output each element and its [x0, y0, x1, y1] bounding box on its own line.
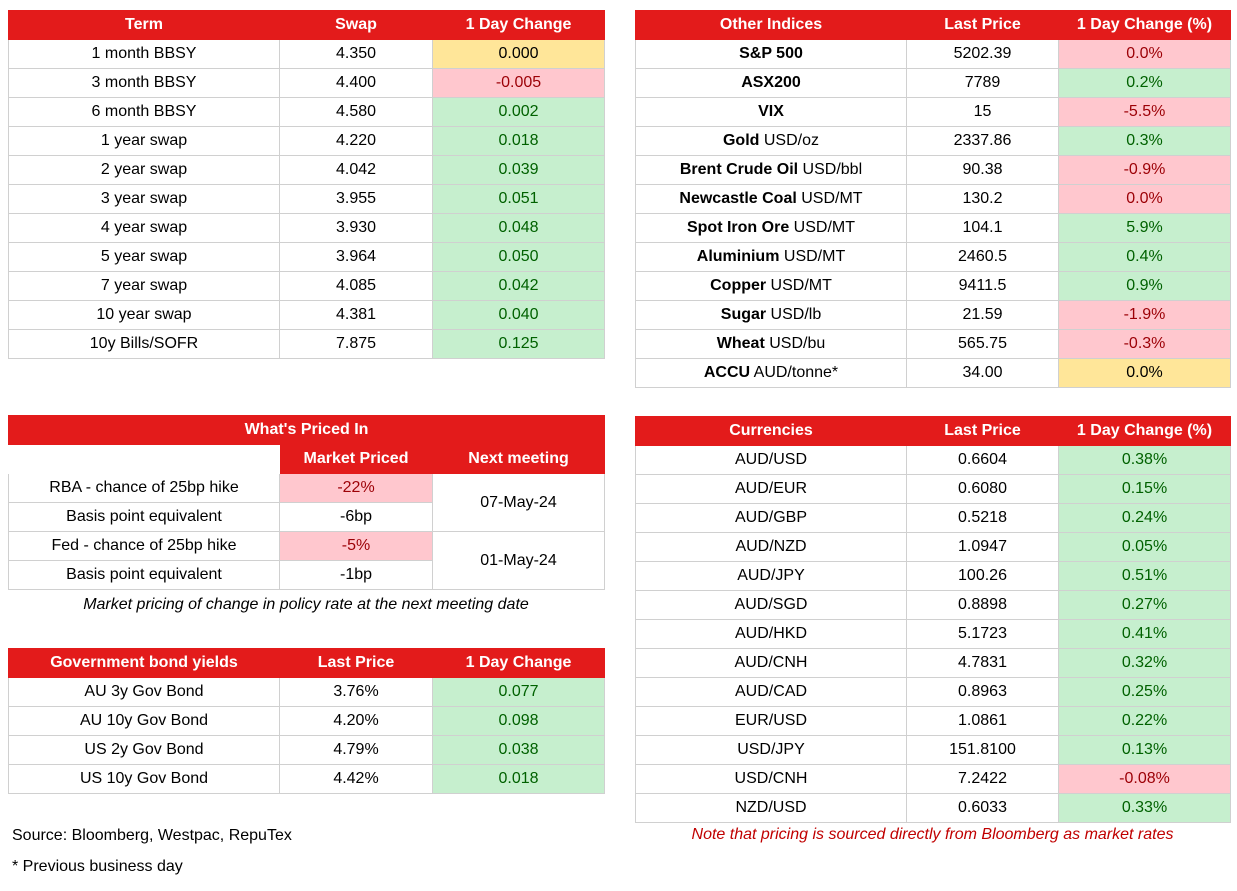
index-price: 90.38	[907, 156, 1059, 185]
index-name	[636, 272, 907, 301]
index-name-bold: Copper	[710, 277, 767, 294]
priced-in-blank	[9, 445, 280, 474]
table-row	[636, 678, 1231, 707]
currency-price: 0.5218	[907, 504, 1059, 533]
swap-term: 4 year swap	[9, 214, 280, 243]
swap-value: 4.580	[280, 98, 433, 127]
index-change: 0.0%	[1059, 185, 1231, 214]
currency-change: 0.05%	[1059, 533, 1231, 562]
currency-price: 5.1723	[907, 620, 1059, 649]
table-row	[636, 736, 1231, 765]
index-unit: USD/MT	[779, 248, 846, 265]
swap-term: 6 month BBSY	[9, 98, 280, 127]
currency-pair: AUD/USD	[636, 446, 907, 475]
bond-price: 4.79%	[280, 736, 433, 765]
table-row	[636, 156, 1231, 185]
swap-change: -0.005	[433, 69, 605, 98]
currency-pair: AUD/CAD	[636, 678, 907, 707]
index-name	[636, 359, 907, 388]
bonds-header-price: Last Price	[280, 649, 433, 678]
indices-header-name: Other Indices	[636, 11, 907, 40]
rba-bp-value: -6bp	[280, 503, 433, 532]
fed-label: Fed - chance of 25bp hike	[9, 532, 280, 561]
currency-price: 1.0861	[907, 707, 1059, 736]
swap-change: 0.051	[433, 185, 605, 214]
indices-header-price: Last Price	[907, 11, 1059, 40]
bond-name: US 2y Gov Bond	[9, 736, 280, 765]
currency-change: 0.33%	[1059, 794, 1231, 823]
table-row	[636, 620, 1231, 649]
swap-change: 0.002	[433, 98, 605, 127]
swap-value: 4.220	[280, 127, 433, 156]
currency-pair: USD/JPY	[636, 736, 907, 765]
index-name-bold: VIX	[758, 103, 784, 120]
bonds-header-change: 1 Day Change	[433, 649, 605, 678]
index-change: 5.9%	[1059, 214, 1231, 243]
index-price: 34.00	[907, 359, 1059, 388]
swap-change: 0.000	[433, 40, 605, 69]
index-name	[636, 243, 907, 272]
currency-pair: AUD/JPY	[636, 562, 907, 591]
currencies-header-price: Last Price	[907, 417, 1059, 446]
currency-price: 4.7831	[907, 649, 1059, 678]
bonds-header-name: Government bond yields	[9, 649, 280, 678]
index-change: 0.0%	[1059, 40, 1231, 69]
swap-term: 1 month BBSY	[9, 40, 280, 69]
indices-table	[635, 10, 1231, 388]
currency-price: 7.2422	[907, 765, 1059, 794]
bond-name: US 10y Gov Bond	[9, 765, 280, 794]
swap-change: 0.050	[433, 243, 605, 272]
swap-change: 0.042	[433, 272, 605, 301]
index-price: 5202.39	[907, 40, 1059, 69]
table-row	[636, 243, 1231, 272]
currencies-header-pair: Currencies	[636, 417, 907, 446]
currency-change: -0.08%	[1059, 765, 1231, 794]
source-note: Source: Bloomberg, Westpac, RepuTex	[12, 827, 292, 844]
swap-value: 3.964	[280, 243, 433, 272]
swap-term: 7 year swap	[9, 272, 280, 301]
bond-price: 3.76%	[280, 678, 433, 707]
table-row	[636, 214, 1231, 243]
swap-term: 3 month BBSY	[9, 69, 280, 98]
table-row	[9, 69, 605, 98]
table-row	[636, 185, 1231, 214]
index-unit: USD/MT	[796, 190, 863, 207]
table-row	[636, 707, 1231, 736]
table-row	[9, 272, 605, 301]
table-row	[636, 794, 1231, 823]
currency-price: 0.6033	[907, 794, 1059, 823]
indices-header-change: 1 Day Change (%)	[1059, 11, 1231, 40]
index-name-bold: Wheat	[716, 335, 765, 352]
currency-price: 151.8100	[907, 736, 1059, 765]
index-name-bold: S&P 500	[739, 45, 803, 62]
currency-change: 0.25%	[1059, 678, 1231, 707]
index-price: 130.2	[907, 185, 1059, 214]
index-change: 0.2%	[1059, 69, 1231, 98]
priced-header-market: Market Priced	[280, 445, 433, 474]
index-price: 2337.86	[907, 127, 1059, 156]
currency-change: 0.22%	[1059, 707, 1231, 736]
table-row	[9, 301, 605, 330]
fed-value: -5%	[280, 532, 433, 561]
fed-bp-label: Basis point equivalent	[9, 561, 280, 590]
table-row	[636, 533, 1231, 562]
index-unit: USD/oz	[759, 132, 819, 149]
priced-in-caption: Market pricing of change in policy rate at the next meeting date	[83, 596, 529, 613]
swap-value: 7.875	[280, 330, 433, 359]
index-name	[636, 98, 907, 127]
swap-term: 10y Bills/SOFR	[9, 330, 280, 359]
table-row	[636, 330, 1231, 359]
index-price: 565.75	[907, 330, 1059, 359]
index-name-bold: ASX200	[741, 74, 801, 91]
swap-change: 0.039	[433, 156, 605, 185]
table-row	[636, 301, 1231, 330]
index-unit: USD/MT	[789, 219, 855, 236]
currency-price: 0.6080	[907, 475, 1059, 504]
index-price: 9411.5	[907, 272, 1059, 301]
index-name-bold: Sugar	[720, 306, 767, 323]
swap-term: 3 year swap	[9, 185, 280, 214]
swap-table	[8, 10, 605, 359]
bond-name: AU 3y Gov Bond	[9, 678, 280, 707]
currency-change: 0.13%	[1059, 736, 1231, 765]
swap-value: 3.930	[280, 214, 433, 243]
currency-change: 0.51%	[1059, 562, 1231, 591]
table-row	[9, 765, 605, 794]
index-change: -0.3%	[1059, 330, 1231, 359]
index-unit: USD/bbl	[798, 161, 863, 178]
table-row	[9, 40, 605, 69]
index-change: 0.3%	[1059, 127, 1231, 156]
index-unit: USD/lb	[766, 306, 822, 323]
swap-header-term: Term	[9, 11, 280, 40]
bond-change: 0.098	[433, 707, 605, 736]
bonds-table	[8, 648, 605, 794]
table-row	[9, 185, 605, 214]
index-price: 2460.5	[907, 243, 1059, 272]
swap-term: 10 year swap	[9, 301, 280, 330]
swap-change: 0.048	[433, 214, 605, 243]
table-row	[9, 330, 605, 359]
table-row	[636, 446, 1231, 475]
index-name-bold: Spot Iron Ore	[686, 219, 790, 236]
table-row	[9, 707, 605, 736]
index-name	[636, 330, 907, 359]
swap-value: 4.085	[280, 272, 433, 301]
swap-header-change: 1 Day Change	[433, 11, 605, 40]
currency-pair: AUD/CNH	[636, 649, 907, 678]
currency-pair: AUD/HKD	[636, 620, 907, 649]
index-unit: USD/bu	[764, 335, 826, 352]
index-unit: USD/MT	[766, 277, 832, 294]
swap-term: 5 year swap	[9, 243, 280, 272]
table-row	[9, 127, 605, 156]
rba-date: 07-May-24	[433, 474, 605, 532]
currencies-header-change: 1 Day Change (%)	[1059, 417, 1231, 446]
table-row	[9, 214, 605, 243]
priced-in-title: What's Priced In	[9, 416, 605, 445]
table-row	[9, 736, 605, 765]
table-row	[636, 649, 1231, 678]
index-name	[636, 40, 907, 69]
bond-change: 0.077	[433, 678, 605, 707]
currency-pair: AUD/SGD	[636, 591, 907, 620]
currency-change: 0.32%	[1059, 649, 1231, 678]
swap-value: 4.042	[280, 156, 433, 185]
table-row	[9, 243, 605, 272]
currency-price: 1.0947	[907, 533, 1059, 562]
rba-bp-label: Basis point equivalent	[9, 503, 280, 532]
table-row	[636, 504, 1231, 533]
swap-value: 4.381	[280, 301, 433, 330]
table-row	[636, 591, 1231, 620]
currency-pair: AUD/NZD	[636, 533, 907, 562]
table-row	[636, 98, 1231, 127]
index-change: -5.5%	[1059, 98, 1231, 127]
priced-in-table	[8, 415, 605, 590]
previous-day-note: * Previous business day	[12, 858, 183, 875]
pricing-note: Note that pricing is sourced directly from Bloomberg as market rates	[691, 826, 1174, 843]
table-row	[636, 562, 1231, 591]
rba-value: -22%	[280, 474, 433, 503]
table-row	[636, 272, 1231, 301]
currencies-table	[635, 416, 1231, 823]
swap-value: 4.400	[280, 69, 433, 98]
currency-change: 0.24%	[1059, 504, 1231, 533]
currency-change: 0.15%	[1059, 475, 1231, 504]
bond-change: 0.018	[433, 765, 605, 794]
priced-header-next: Next meeting	[433, 445, 605, 474]
swap-change: 0.040	[433, 301, 605, 330]
currency-change: 0.41%	[1059, 620, 1231, 649]
fed-bp-value: -1bp	[280, 561, 433, 590]
currency-pair: NZD/USD	[636, 794, 907, 823]
index-name-bold: Aluminium	[696, 248, 780, 265]
table-row	[636, 127, 1231, 156]
index-name-bold: ACCU	[703, 364, 751, 381]
index-name	[636, 301, 907, 330]
swap-header-swap: Swap	[280, 11, 433, 40]
currency-pair: USD/CNH	[636, 765, 907, 794]
currency-price: 0.6604	[907, 446, 1059, 475]
index-change: -1.9%	[1059, 301, 1231, 330]
currency-change: 0.38%	[1059, 446, 1231, 475]
swap-change: 0.018	[433, 127, 605, 156]
index-name	[636, 156, 907, 185]
table-row	[636, 359, 1231, 388]
currency-price: 100.26	[907, 562, 1059, 591]
index-name	[636, 214, 907, 243]
index-name	[636, 127, 907, 156]
table-row	[9, 156, 605, 185]
swap-term: 2 year swap	[9, 156, 280, 185]
index-name-bold: Gold	[722, 132, 760, 149]
index-change: 0.9%	[1059, 272, 1231, 301]
index-change: -0.9%	[1059, 156, 1231, 185]
swap-value: 3.955	[280, 185, 433, 214]
swap-change: 0.125	[433, 330, 605, 359]
bond-name: AU 10y Gov Bond	[9, 707, 280, 736]
index-price: 7789	[907, 69, 1059, 98]
table-row	[636, 765, 1231, 794]
swap-term: 1 year swap	[9, 127, 280, 156]
index-price: 104.1	[907, 214, 1059, 243]
currency-change: 0.27%	[1059, 591, 1231, 620]
swap-value: 4.350	[280, 40, 433, 69]
currency-pair: AUD/EUR	[636, 475, 907, 504]
index-unit: AUD/tonne*	[750, 364, 839, 381]
index-change: 0.4%	[1059, 243, 1231, 272]
currency-pair: EUR/USD	[636, 707, 907, 736]
rba-label: RBA - chance of 25bp hike	[9, 474, 280, 503]
index-name	[636, 69, 907, 98]
bond-price: 4.20%	[280, 707, 433, 736]
table-row	[9, 98, 605, 127]
table-row	[636, 40, 1231, 69]
index-change: 0.0%	[1059, 359, 1231, 388]
bond-price: 4.42%	[280, 765, 433, 794]
index-name-bold: Brent Crude Oil	[679, 161, 799, 178]
fed-date: 01-May-24	[433, 532, 605, 590]
table-row	[636, 475, 1231, 504]
bond-change: 0.038	[433, 736, 605, 765]
index-price: 15	[907, 98, 1059, 127]
table-row	[636, 69, 1231, 98]
currency-price: 0.8898	[907, 591, 1059, 620]
currency-pair: AUD/GBP	[636, 504, 907, 533]
index-price: 21.59	[907, 301, 1059, 330]
table-row	[9, 678, 605, 707]
currency-price: 0.8963	[907, 678, 1059, 707]
index-name	[636, 185, 907, 214]
index-name-bold: Newcastle Coal	[679, 190, 797, 207]
